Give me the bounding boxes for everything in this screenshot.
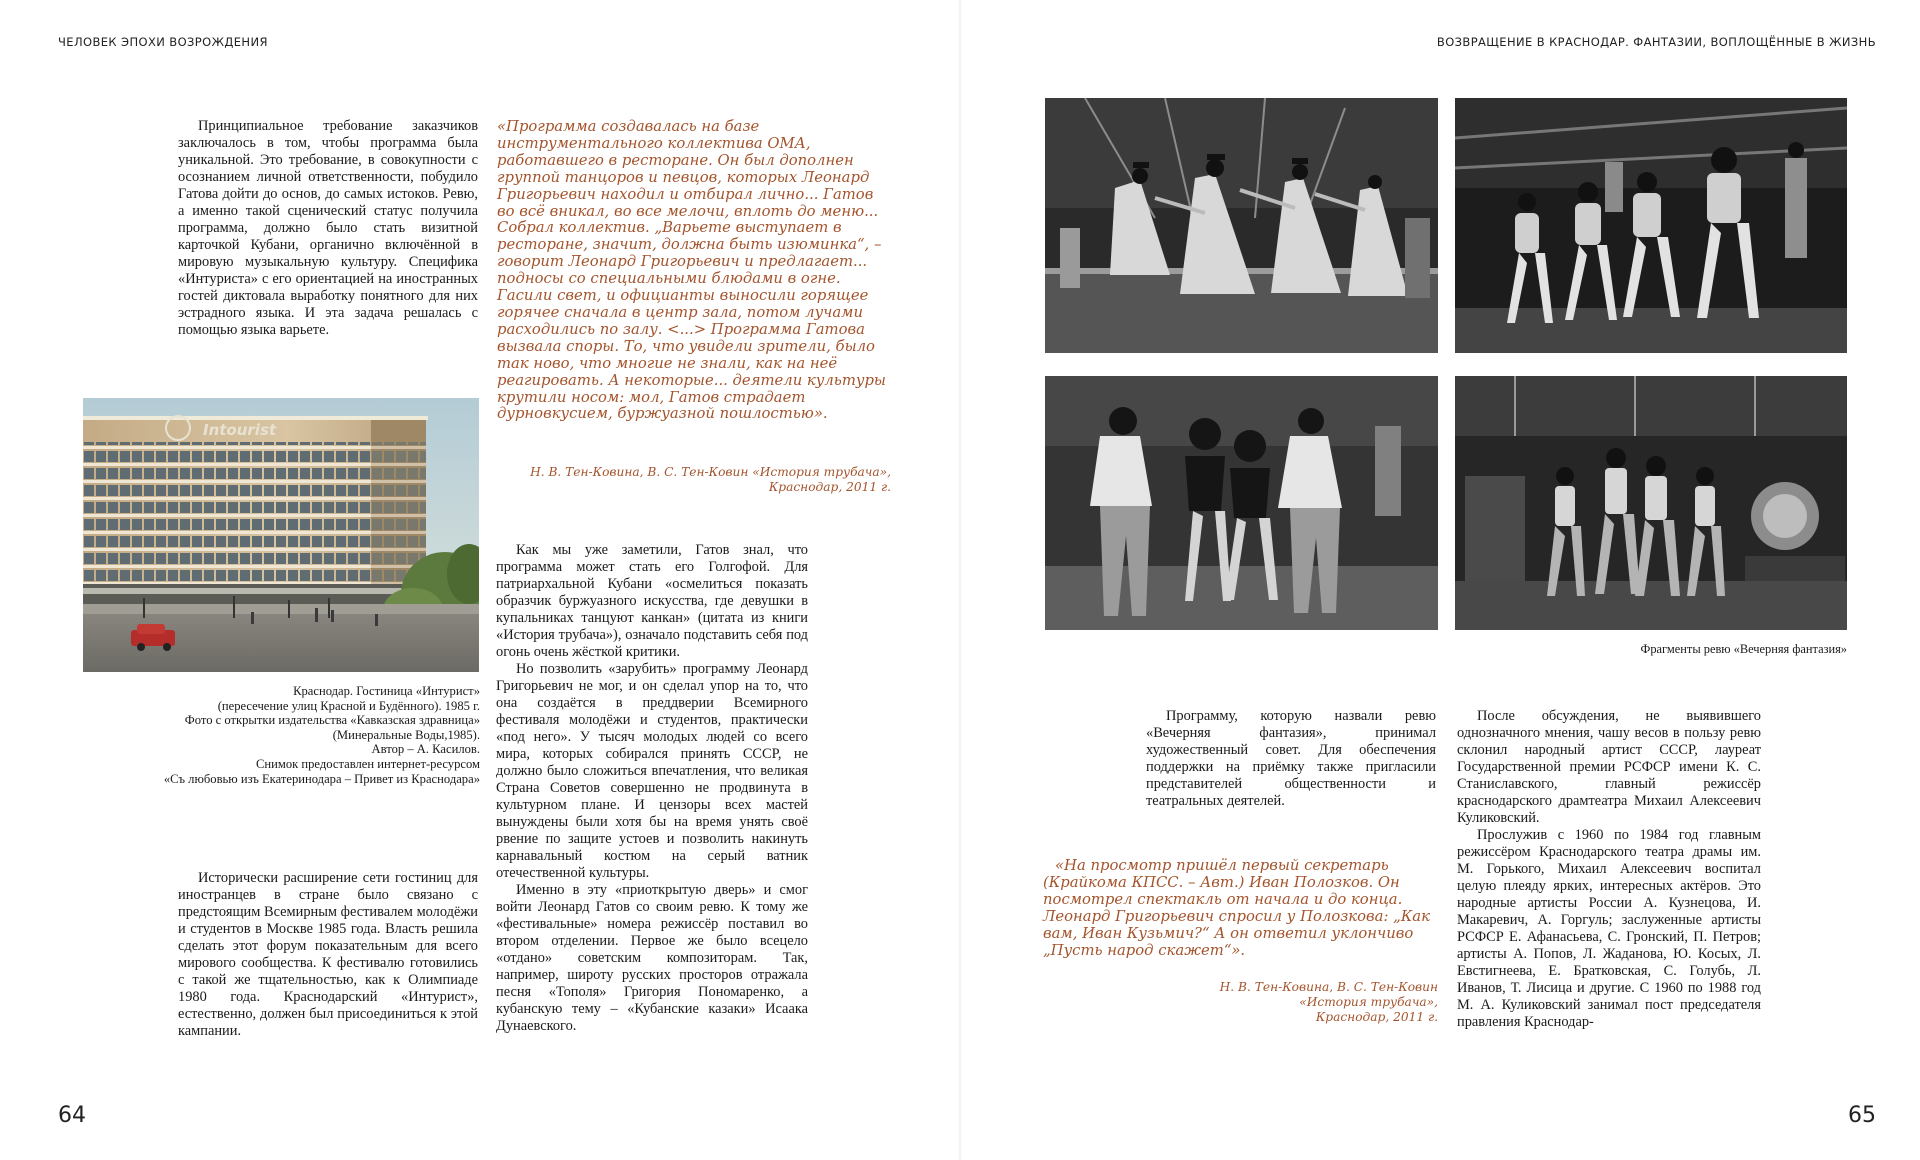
paragraph: Прослужив с 1960 по 1984 год главным режиссёром Краснодарского театра драмы им. М. Горького, Михаил Алексеевич воспитал целую плеяду ярких, интересных актёров. Это народные артисты России А. Кузнецова, И. Макаревич, А. Горгуль; заслуженные артисты РСФСР Е. Афанасьева, С. Гронский, П. Петров; артисты А. Попов, Л. Жаданова, Ю. Косых, Л. Евстигнеева, Е. Братковская, С. Голубь, Л. Иванов, Т. Лисица и другие. С 1960 по 1988 год М. А. Куликовский занимал пост председателя правления Краснодар- — [1457, 827, 1761, 1030]
right-page — [960, 0, 1920, 1160]
caption-line: (пересечение улиц Красной и Будённого). 1985 г. — [217, 698, 480, 713]
left-col2-text — [496, 542, 808, 1035]
revue-photo-4 — [1455, 376, 1847, 630]
paragraph: Как мы уже заметили, Гатов знал, что программа может стать его Голгофой. Для патриархальной Кубани «осмелиться показать образчик буржуазного искусства, где девушки в купальниках танцуют канкан» (цитата из книги «История трубача»), означало подставить себя под огонь очень жёсткой критики. — [496, 542, 808, 660]
hotel-intourist-photo — [83, 398, 479, 672]
paragraph: Исторически расширение сети гостиниц для иностранцев в стране было связано с предстоящим Всемирным фестивалем молодёжи и студентов в Москве 1985 года. Власть решила сделать этот форум показательным для всего мирового сообщества. К фестивалю готовились с такой же тщательностью, как к Олимпиаде 1980 года. Краснодарский «Интурист», естественно, должен был присоединиться к этой кампании. — [178, 870, 478, 1039]
revue-photo-2 — [1455, 98, 1847, 353]
right-col2-text — [1457, 708, 1761, 1031]
caption-line: Краснодар. Гостиница «Интурист» — [293, 684, 480, 698]
right-quote-source — [1110, 980, 1438, 1025]
revue-photo-1 — [1045, 98, 1438, 353]
right-page-number: 65 — [1848, 1103, 1876, 1128]
quote-source-line: Краснодар, 2011 г. — [1315, 1010, 1438, 1024]
left-page-number: 64 — [58, 1103, 86, 1128]
caption-line: Снимок предоставлен интернет-ресурсом — [255, 756, 480, 771]
left-quote — [497, 119, 891, 423]
left-col1-top-text — [178, 118, 478, 339]
quote-source-line: Краснодар, 2011 г. — [768, 480, 891, 494]
left-col1-bottom-text — [178, 870, 478, 1040]
paragraph: Программу, которую назвали ревю «Вечерняя фантазия», принимал художественный совет. Для обеспечения поддержки на приёмку также пригласили представителей общественности и театральных деятелей. — [1146, 708, 1436, 809]
caption-line: Фото с открытки издательства «Кавказская здравница» — [184, 713, 480, 728]
paragraph: Но позволить «зарубить» программу Леонард Григорьевич не мог, и он сделал упор на то, что она создаётся в преддверии Всемирного фестиваля молодёжи и студентов, практически «под него». У тысяч молодых людей со всего мира, которых собирался принять СССР, не должно было сложиться впечатления, что великая Страна Советов совершенно не продвинута в культурном плане. И цензоры всех мастей вынуждены были хотя бы на время унять своё рвение по защите устоев и позволить накинуть карнавальный костюм на серый ватник отечественной культуры. — [496, 661, 808, 881]
caption-line: Автор – А. Касилов. — [371, 742, 480, 757]
quote-text: «На просмотр пришёл первый секретарь (Крайкома КПСС. – Авт.) Иван Полозков. Он посмотрел спектакль от начала и до конца. Леонард Григорьевич спросил у Полозкова: „Как вам, Иван Кузьмич?“ А он ответил уклончиво „Пусть народ скажет“». — [1043, 857, 1430, 959]
right-quote — [1043, 858, 1443, 959]
quote-text: «Программа создавалась на базе инструментального коллектива ОМА, работавшего в ресторане. Он был дополнен группой танцоров и певцов, которых Леонард Григорьевич находил и отбирал лично... Гатов во всё вникал, во все мелочи, вплоть до меню... Собрал коллектив. „Варьете выступает в ресторане, значит, должна быть изюминка“, – говорит Леонард Григорьевич и предлагает... подносы со специальными блюдами в огне. Гасили свет, и официанты выносили горящее горячее сначала в центр зала, потом лучами расходились по залу. <...> Программа Гатова вызвала споры. То, что увидели зрители, было так ново, что многие не знали, как на неё реагировать. А некоторые... деятели культуры крутили носом: мол, Гатов страдает дурновкусием, буржуазной пошлостью». — [497, 118, 886, 423]
left-running-head: ЧЕЛОВЕК ЭПОХИ ВОЗРОЖДЕНИЯ — [58, 35, 268, 49]
right-running-head: ВОЗВРАЩЕНИЕ В КРАСНОДАР. ФАНТАЗИИ, ВОПЛОЩЁННЫЕ В ЖИЗНЬ — [1436, 35, 1876, 49]
left-quote-source — [497, 465, 891, 495]
hotel-sign-text: Intourist — [203, 421, 277, 439]
quote-source-line: Н. В. Тен-Ковина, В. С. Тен-Ковин — [1219, 980, 1438, 994]
quote-source-line: Н. В. Тен-Ковина, В. С. Тен-Ковин «История трубача», — [530, 465, 891, 479]
hotel-photo-caption — [140, 684, 480, 786]
revue-photos-caption: Фрагменты ревю «Вечерняя фантазия» — [1640, 642, 1847, 656]
caption-line: (Минеральные Воды,1985). — [332, 727, 480, 742]
paragraph: Принципиальное требование заказчиков заключалось в том, чтобы программа была уникальной. Это требование, в совокупности с осознанием личной ответственности, побудило Гатова дойти до основ, до самых истоков. Ревю, а именно такой сценический статус получила программа, должно было стать визитной карточкой Кубани, органично включённой в мировую музыкальную культуру. Специфика «Интуриста» с его ориентацией на иностранных гостей диктовала выработку понятного для них эстрадного языка. И эта задача решалась с помощью языка варьете. — [178, 118, 478, 338]
caption-line: «Съ любовью изъ Екатеринодара – Привет из Краснодара» — [163, 771, 480, 786]
revue-photo-3 — [1045, 376, 1438, 630]
paragraph: После обсуждения, не выявившего однозначного мнения, чашу весов в пользу ревю склонил народный артист СССР, лауреат Государственной премии РСФСР имени К. С. Станиславского, главный режиссёр краснодарского драмтеатра Михаил Алексеевич Куликовский. — [1457, 708, 1761, 826]
paragraph: Именно в эту «приоткрытую дверь» и смог войти Леонард Гатов со своим ревю. К тому же «фестивальные» номера режиссёр поставил во втором отделении. Первое же было всецело «отдано» советским композиторам. Так, например, широту русских просторов отражала песня «Тополя» Григория Пономаренко, а кубанскую тему – «Кубанские казаки» Исаака Дунаевского. — [496, 882, 808, 1034]
right-col1-text — [1146, 708, 1436, 810]
quote-source-line: «История трубача», — [1299, 995, 1438, 1009]
